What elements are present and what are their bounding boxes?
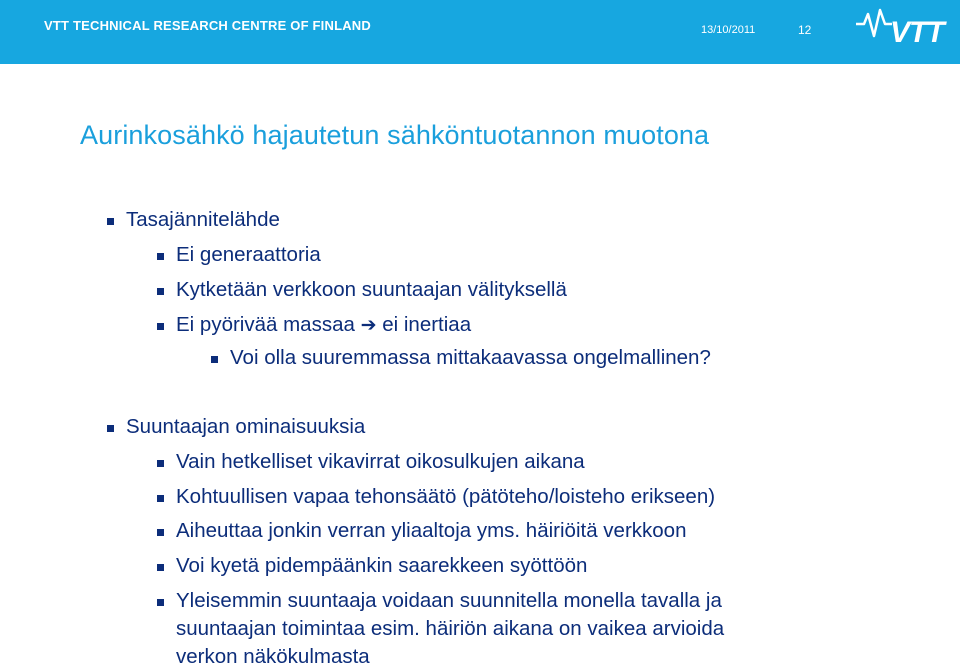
bullet-item-level2 <box>176 276 567 304</box>
bullet-item-level2 <box>176 587 722 615</box>
bullet-text: verkon näkökulmasta <box>176 645 370 668</box>
bullet-continuation-line <box>176 615 724 643</box>
bullet-continuation-line <box>176 643 370 671</box>
bullet-item-level2 <box>176 241 321 269</box>
bullet-text: Tasajännitelähde <box>126 208 280 231</box>
bullet-item-level2 <box>176 448 585 476</box>
logo-text: VTT <box>890 16 944 46</box>
bullet-text: Aiheuttaa jonkin verran yliaaltoja yms. häiriöitä verkkoon <box>176 519 687 542</box>
bullet-text: Suuntaajan ominaisuuksia <box>126 415 366 438</box>
bullet-item-level2 <box>176 517 686 545</box>
bullet-square-icon <box>157 288 164 295</box>
bullet-square-icon <box>211 356 218 363</box>
bullet-square-icon <box>157 460 164 467</box>
bullet-item-level2 <box>176 552 587 580</box>
bullet-square-icon <box>107 218 114 225</box>
right-arrow-icon: ➔ <box>360 314 377 336</box>
bullet-square-icon <box>157 529 164 536</box>
bullet-square-icon <box>157 495 164 502</box>
bullet-text: Ei pyörivää massaa <box>176 313 355 336</box>
bullet-square-icon <box>157 564 164 571</box>
bullet-square-icon <box>157 599 164 606</box>
slide-number: 12 <box>798 23 812 37</box>
bullet-text: Yleisemmin suuntaaja voidaan suunnitella monella tavalla ja <box>176 589 722 612</box>
bullet-item-level2 <box>176 483 715 511</box>
bullet-item-level1 <box>126 206 280 234</box>
bullet-text: suuntaajan toimintaa esim. häiriön aikana on vaikea arvioida <box>176 617 725 640</box>
bullet-item-level3 <box>230 344 711 372</box>
organization-name: VTT TECHNICAL RESEARCH CENTRE OF FINLAND <box>44 18 371 33</box>
bullet-square-icon <box>157 253 164 260</box>
bullet-text: ei inertiaa <box>382 313 472 336</box>
bullet-item-level2 <box>176 311 471 339</box>
bullet-item-level1 <box>126 413 365 441</box>
bullet-text: Vain hetkelliset vikavirrat oikosulkujen aikana <box>176 450 585 473</box>
bullet-square-icon <box>157 323 164 330</box>
bullet-text: Kytketään verkkoon suuntaajan välityksellä <box>176 278 567 301</box>
bullet-text: Kohtuullisen vapaa tehonsäätö (pätöteho/loisteho erikseen) <box>176 485 716 508</box>
slide-date: 13/10/2011 <box>701 24 756 36</box>
bullet-text: Ei generaattoria <box>176 243 321 266</box>
bullet-text: Voi kyetä pidempäänkin saarekkeen syöttöön <box>176 554 588 577</box>
bullet-text: Voi olla suuremmassa mittakaavassa ongelmallinen? <box>230 346 711 369</box>
bullet-square-icon <box>107 425 114 432</box>
slide-title: Aurinkosähkö hajautetun sähköntuotannon muotona <box>80 120 710 150</box>
